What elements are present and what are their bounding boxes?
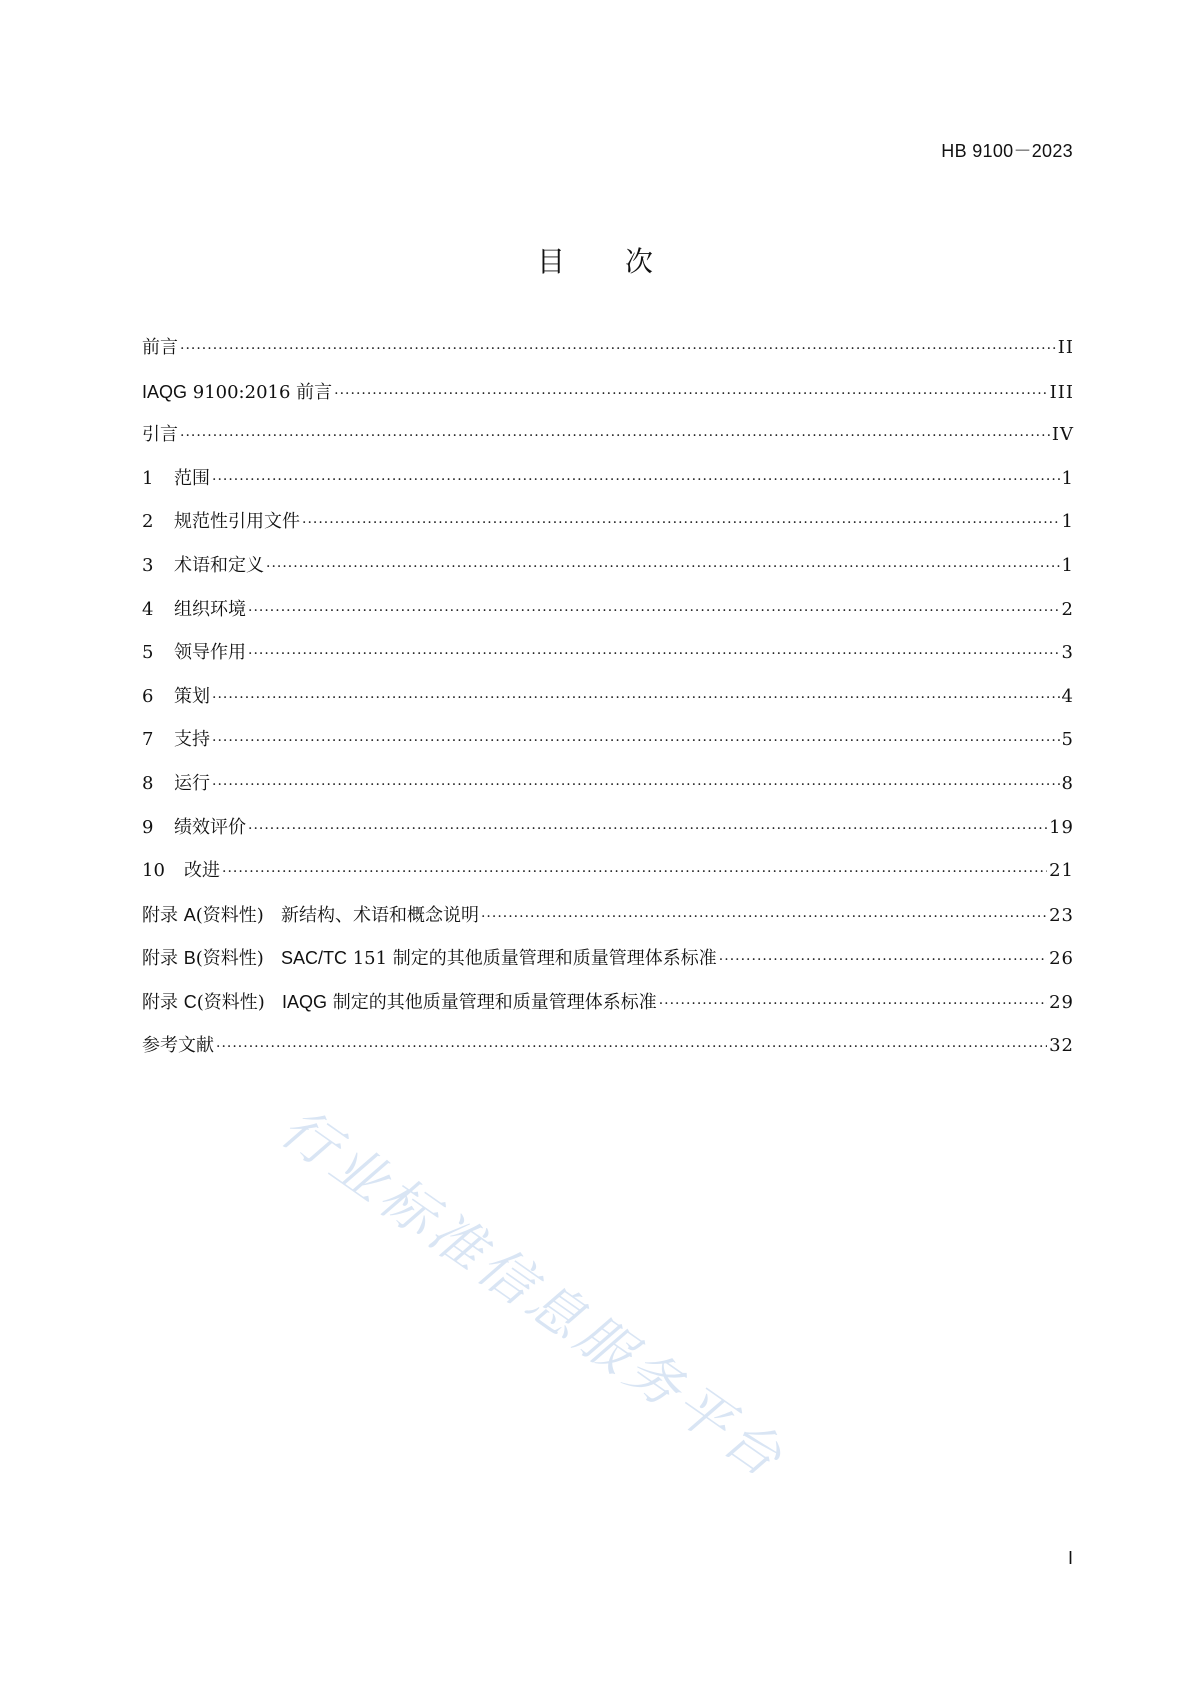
toc-number: 6: [142, 685, 154, 707]
toc-page: 8: [1061, 772, 1074, 794]
dot-leader: [248, 599, 1060, 623]
toc-entry-iaqg-foreword[interactable]: [142, 380, 1074, 424]
toc-page: III: [1049, 381, 1074, 403]
toc-page: 19: [1049, 816, 1074, 838]
toc-page: 1: [1061, 554, 1074, 576]
toc-page: 4: [1061, 685, 1074, 707]
toc-number: 10: [142, 860, 165, 882]
toc-entry-planning[interactable]: [142, 685, 1074, 729]
dot-leader: [266, 555, 1060, 579]
toc-page: 3: [1061, 642, 1074, 664]
toc-label: 9100:2016 前言: [187, 381, 333, 403]
toc-entry-improvement[interactable]: [142, 859, 1074, 903]
appendix-letter: A: [183, 904, 196, 925]
appendix-prefix: 附录: [142, 904, 184, 926]
page-number: I: [1067, 1548, 1073, 1568]
toc-page: 2: [1061, 598, 1074, 620]
toc-label: 运行: [174, 772, 210, 794]
toc-number: 8: [142, 772, 154, 794]
dot-leader: [222, 860, 1047, 884]
toc-label: 改进: [184, 860, 220, 882]
dot-leader: [659, 992, 1047, 1016]
toc-entry-appendix-b[interactable]: [142, 946, 1074, 990]
toc-entry-normative-references[interactable]: [142, 510, 1074, 554]
dot-leader: [216, 1035, 1047, 1059]
toc-entry-context[interactable]: [142, 598, 1074, 642]
dot-leader: [481, 905, 1047, 929]
appendix-letter: C: [183, 991, 197, 1012]
dot-leader: [334, 382, 1048, 406]
toc-label: 引言: [142, 424, 178, 446]
toc-page: II: [1057, 337, 1074, 358]
toc-page: 1: [1061, 511, 1074, 533]
toc-label-latin: SAC/TC: [280, 948, 347, 969]
toc-entry-bibliography[interactable]: [142, 1034, 1074, 1078]
toc-label: 新结构、术语和概念说明: [280, 904, 479, 926]
dot-leader: [180, 424, 1050, 448]
toc-entry-support[interactable]: [142, 728, 1074, 772]
toc-page: 21: [1049, 860, 1074, 882]
dot-leader: [212, 773, 1060, 797]
toc-label: 规范性引用文件: [174, 511, 300, 533]
appendix-type: (资料性): [195, 904, 264, 926]
title-char-2: 次: [625, 245, 654, 278]
toc-entry-leadership[interactable]: [142, 641, 1074, 685]
toc-number: 5: [142, 642, 154, 664]
dot-leader: [302, 511, 1060, 535]
appendix-prefix: 附录: [142, 991, 184, 1013]
toc-label: 术语和定义: [174, 554, 264, 576]
appendix-prefix: 附录: [142, 948, 184, 970]
toc-label: 领导作用: [174, 642, 246, 664]
toc-label: 前言: [142, 337, 178, 358]
toc-label-latin: IAQG: [281, 991, 327, 1012]
dot-leader: [180, 337, 1056, 361]
page-title: [0, 240, 1190, 280]
toc-label: 制定的其他质量管理和质量管理体系标准: [326, 991, 657, 1013]
toc-label: 策划: [174, 685, 210, 707]
dot-leader: [212, 686, 1060, 710]
dot-leader: [719, 948, 1047, 972]
appendix-type: (资料性): [196, 991, 265, 1013]
toc-number: 9: [142, 816, 154, 838]
table-of-contents: [142, 336, 1074, 1077]
toc-entry-appendix-a[interactable]: [142, 903, 1074, 947]
toc-entry-scope[interactable]: [142, 467, 1074, 511]
toc-entry-performance-evaluation[interactable]: [142, 816, 1074, 860]
appendix-type: (资料性): [195, 948, 264, 970]
toc-page: 1: [1061, 467, 1074, 489]
toc-label: 范围: [174, 467, 210, 489]
toc-number: 4: [142, 598, 154, 620]
toc-page: IV: [1051, 424, 1074, 446]
toc-entry-terms[interactable]: [142, 554, 1074, 598]
toc-label: 组织环境: [174, 598, 246, 620]
appendix-letter: B: [183, 948, 196, 969]
toc-label: 参考文献: [142, 1034, 214, 1056]
toc-entry-foreword[interactable]: [142, 336, 1074, 380]
toc-label: 151 制定的其他质量管理和质量管理体系标准: [346, 948, 717, 970]
toc-page: 29: [1049, 991, 1074, 1013]
watermark: 行业标准信息服务平台: [269, 1095, 798, 1492]
dot-leader: [212, 729, 1060, 753]
toc-number: 1: [142, 467, 154, 489]
toc-page: 23: [1049, 904, 1074, 926]
toc-entry-introduction[interactable]: [142, 423, 1074, 467]
toc-entry-operation[interactable]: [142, 772, 1074, 816]
toc-page: 5: [1061, 729, 1074, 751]
title-char-1: 目: [536, 245, 565, 278]
dot-leader: [212, 468, 1060, 492]
toc-page: 32: [1049, 1034, 1074, 1056]
toc-label: 支持: [174, 729, 210, 751]
toc-number: 3: [142, 554, 154, 576]
toc-number: 2: [142, 511, 154, 533]
toc-number: 7: [142, 729, 154, 751]
dot-leader: [248, 817, 1047, 841]
document-code: HB 9100－2023: [941, 141, 1073, 161]
toc-entry-appendix-c[interactable]: [142, 990, 1074, 1034]
toc-label-latin: IAQG: [142, 381, 188, 402]
toc-page: 26: [1049, 948, 1074, 970]
toc-label: 绩效评价: [174, 816, 246, 838]
dot-leader: [248, 642, 1060, 666]
